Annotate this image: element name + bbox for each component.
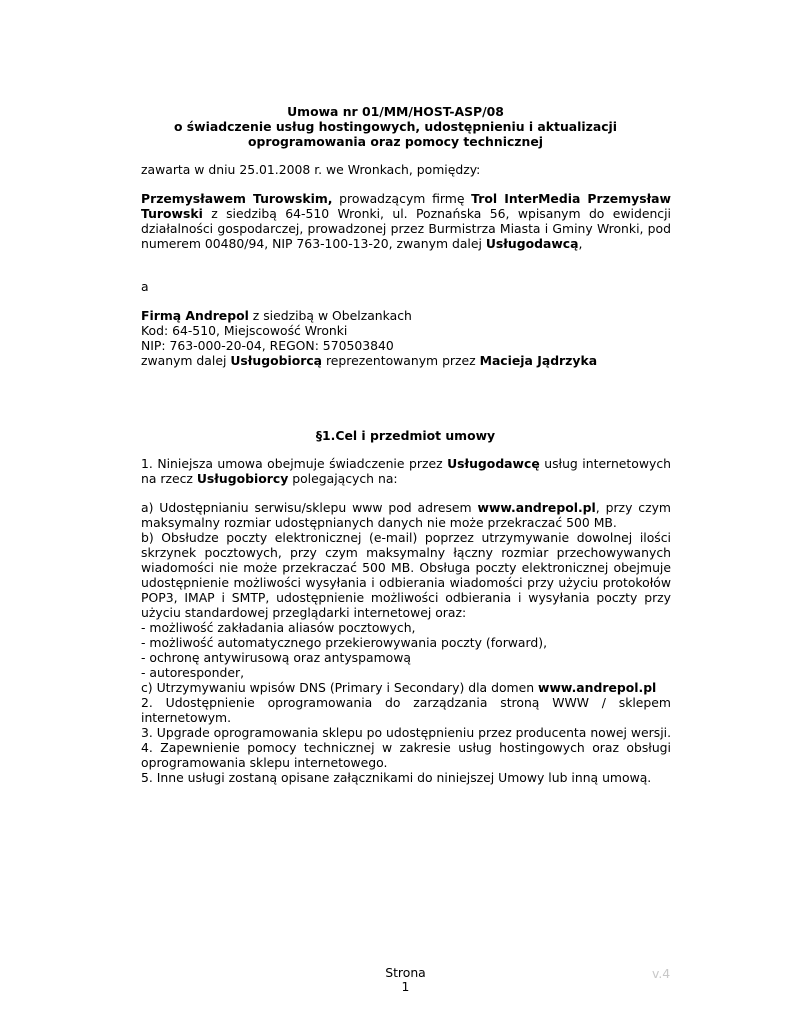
item-a-text: a) Udostępnianiu serwisu/sklepu www pod adresem <box>141 500 478 515</box>
party1-role: Usługodawcą <box>485 236 579 251</box>
section-1-heading: §1.Cel i przedmiot umowy <box>315 428 496 443</box>
p1-client: Usługobiorcy <box>196 471 289 486</box>
party2-text-1: z siedzibą w Obelzankach <box>248 308 412 323</box>
party2-text-3: reprezentowanym przez <box>322 353 480 368</box>
p1-text-a: 1. Niniejsza umowa obejmuje świadczenie przez <box>141 456 448 471</box>
title-line-1: Umowa nr 01/MM/HOST-ASP/08 <box>287 104 504 119</box>
item-b: b) Obsłudze poczty elektronicznej (e-mail) poprzez utrzymywanie dowolnej ilości skrzynek pocztowych, przy czym maksymalny łączny rozmiar przechowywanych wiadomości nie może przekraczać 500 MB. Obsługa poczty elektronicznej obejmuje udostępnienie możliwości wysyłania i odbierania wiadomości przy użyciu protokołów POP3, IMAP i SMTP, udostępnienie możliwości odbierania i wysyłania poczty przy użyciu standardowej przeglądarki internetowej oraz: <box>141 530 671 620</box>
party1-company: Trol InterMedia Przemysław Turowski <box>141 191 671 221</box>
item-c <box>141 680 671 695</box>
and-word: a <box>141 279 149 294</box>
party2-line-4 <box>141 353 671 368</box>
point-3: 3. Upgrade oprogramowania sklepu po udostępnieniu przez producenta nowej wersji. <box>141 725 672 740</box>
party2-text-2: zwanym dalej <box>141 353 231 368</box>
contract-title <box>0 104 791 149</box>
party2-block <box>141 308 671 368</box>
page-number: 1 <box>401 979 410 994</box>
point-5: 5. Inne usługi zostaną opisane załącznikami do niniejszej Umowy lub inną umową. <box>141 770 652 785</box>
item-a-url: www.andrepol.pl <box>477 500 596 515</box>
party1-paragraph <box>141 191 671 251</box>
item-dash-2: - możliwość automatycznego przekierowywania poczty (forward), <box>141 635 548 650</box>
item-dash-4: - autoresponder, <box>141 665 245 680</box>
party1-text-3: , <box>578 236 583 251</box>
item-dash-1: - możliwość zakładania aliasów pocztowych, <box>141 620 416 635</box>
party2-representative: Macieja Jądrzyka <box>479 353 598 368</box>
party2-address: Kod: 64-510, Miejscowość Wronki <box>141 323 348 338</box>
point-4: 4. Zapewnienie pomocy technicznej w zakresie usług hostingowych oraz obsługi oprogramowania sklepu internetowego. <box>141 740 671 770</box>
item-c-text: c) Utrzymywaniu wpisów DNS (Primary i Secondary) dla domen <box>141 680 539 695</box>
party2-name: Firmą Andrepol <box>141 308 249 323</box>
title-line-3: oprogramowania oraz pomocy technicznej <box>248 134 543 149</box>
party2-role: Usługobiorcą <box>230 353 323 368</box>
p1-text-c: usług internetowych na rzecz <box>141 456 671 486</box>
party1-text-1: prowadzącym firmę <box>332 191 472 206</box>
intro-line: zawarta w dniu 25.01.2008 r. we Wronkach, pomiędzy: <box>141 162 481 177</box>
point-2: 2. Udostępnienie oprogramowania do zarządzania stroną WWW / sklepem internetowym. <box>141 695 671 725</box>
item-a-text-2: , przy czym maksymalny rozmiar udostępnianych danych nie może przekraczać 500 MB. <box>141 500 671 530</box>
version-label: v.4 <box>652 966 671 981</box>
party2-ids: NIP: 763-000-20-04, REGON: 570503840 <box>141 338 394 353</box>
party2-line-1 <box>141 308 671 323</box>
title-line-2: o świadczenie usług hostingowych, udostępnieniu i aktualizacji <box>173 119 618 134</box>
item-c-url: www.andrepol.pl <box>538 680 657 695</box>
p1-provider: Usługodawcę <box>447 456 540 471</box>
party1-text-2: z siedzibą 64-510 Wronki, ul. Poznańska 56, wpisanym do ewidencji działalności gospodarczej, prowadzonej przez Burmistrza Miasta i Gminy Wronki, pod numerem 00480/94, NIP 763-100-13-20, zwanym dalej <box>141 206 671 251</box>
item-a <box>141 500 671 530</box>
page-footer <box>0 966 791 994</box>
section-1-point-1 <box>141 456 671 486</box>
item-dash-3: - ochronę antywirusową oraz antyspamową <box>141 650 411 665</box>
party1-name: Przemysławem Turowskim, <box>141 191 333 206</box>
section-1-items <box>141 500 671 785</box>
p1-text-e: polegających na: <box>288 471 398 486</box>
page-label: Strona <box>385 965 426 980</box>
